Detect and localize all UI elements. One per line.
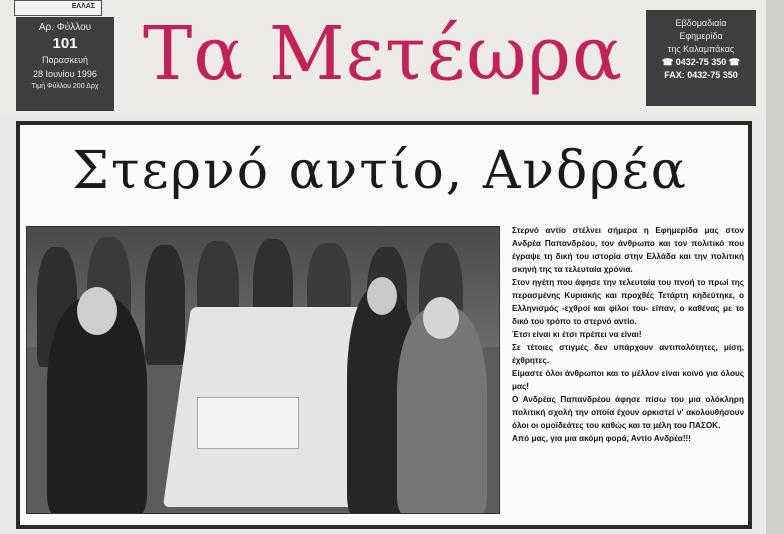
headline: Στερνό αντίο, Ανδρέα (72, 141, 688, 201)
postage-stamp (14, 0, 102, 16)
article-paragraph-6: Ο Ανδρέας Παπανδρέου άφησε πίσω του μια ολόκληρη πολιτική σχολή την οποία έχουν ορκιστεί ν' ακολουθήσουν όλοι οι ομοϊδεάτες του καθώς και τα μέλη του ΠΑΣΟΚ. (512, 395, 744, 430)
issue-weekday: Παρασκευή (41, 55, 89, 65)
issue-price: Τιμή Φύλλου 200 Δρχ (31, 83, 99, 90)
article-paragraph-2: Στον ηγέτη που άφησε την τελευταία του πνοή το πρωί της περασμένης Κυριακής και προχθές Τετάρτη κηδεύτηκε, ο Ελληνισμός -εχθροί και φίλοι του- είπαν, ο καθένας με το δικό του τρόπο το στερνό αντίο. (512, 278, 744, 326)
article-paragraph-3: Έτσι είναι κι έτσι πρέπει να είναι! (512, 330, 642, 339)
article-text (512, 224, 744, 520)
newspaper-info-box (646, 10, 756, 106)
masthead (0, 0, 784, 116)
page-edge (766, 0, 784, 534)
article-paragraph-7: Από μας, για μια ακόμη φορά, Αντίο Ανδρέα!!! (512, 434, 692, 443)
article-paragraph-1: Στερνό αντίο στέλνει σήμερα η Εφημερίδα μας στον Ανδρέα Παπανδρέου, τον άνθρωπο και τον πολιτικό που έγραψε τη δική του ιστορία στην Ελλάδα και την πολιτική σκηνή της τα τελευταία χρόνια. (512, 226, 744, 274)
info-phone: ☎ 0432-75 350 ☎ (662, 57, 740, 67)
newspaper-title: Τα Μετέωρα (142, 11, 624, 97)
info-line-3: της Καλαμπάκας (667, 44, 735, 54)
issue-date: 28 Ιουνίου 1996 (33, 69, 97, 79)
funeral-photo (26, 226, 500, 514)
issue-info-box (16, 17, 114, 111)
info-fax: FAX: 0432-75 350 (664, 70, 738, 80)
info-line-2: Εφημερίδα (679, 31, 723, 41)
info-line-1: Εβδομαδιαία (675, 18, 727, 28)
article-paragraph-5: Είμαστε όλοι άνθρωποι και το μέλλον είναι κοινό για όλους μας! (512, 369, 744, 391)
stamp-text: ΕΛΛΑΣ (71, 3, 95, 10)
article-paragraph-4: Σε τέτοιες στιγμές δεν υπάρχουν αντιπαλότητες, μίση, έχθρητες. (512, 343, 744, 365)
issue-label: Αρ. Φύλλου (38, 22, 92, 33)
issue-number: 101 (52, 35, 78, 52)
